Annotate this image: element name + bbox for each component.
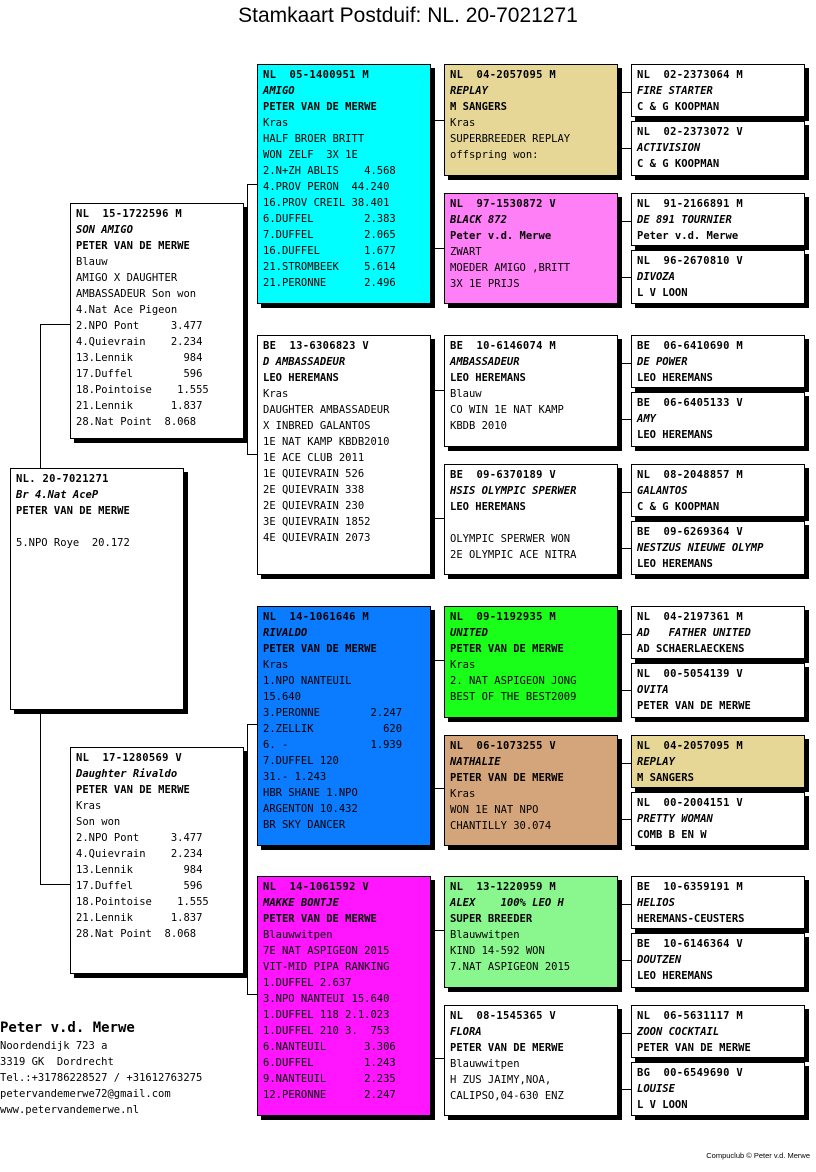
card-detail-line: 13.Lennik 984	[76, 864, 203, 876]
card-detail-line: 21.PERONNE 2.496	[263, 277, 396, 289]
connector-line	[621, 960, 631, 961]
card-detail-line: CO WIN 1E NAT KAMP	[450, 404, 564, 416]
connector-line	[247, 864, 248, 994]
pigeon-name: ZOON COCKTAIL	[637, 1026, 720, 1038]
card-detail-line: 3E QUIEVRAIN 1852	[263, 516, 371, 528]
card-detail-line: 2.ZELLIK 620	[263, 723, 403, 735]
connector-line	[621, 904, 622, 960]
card-detail-line: KBDB 2010	[450, 420, 507, 432]
pigeon-name: RIVALDO	[263, 627, 308, 639]
connector-line	[621, 492, 622, 548]
owner-name: PETER VAN DE MERWE	[450, 772, 564, 784]
owner-name: PETER VAN DE MERWE	[450, 643, 564, 655]
owner-name: PETER VAN DE MERWE	[263, 913, 377, 925]
pigeon-name: FIRE STARTER	[637, 85, 713, 97]
ring-number: BE 10-6146364 V	[637, 938, 743, 950]
breeder-city: 3319 GK Dordrecht	[0, 1056, 114, 1068]
pedigree-card	[631, 464, 805, 517]
card-detail-line: 2E OLYMPIC ACE NITRA	[450, 549, 577, 561]
owner-name: M SANGERS	[637, 772, 694, 784]
card-detail-line: 2. NAT ASPIGEON JONG	[450, 675, 577, 687]
card-detail-line: 4E QUIEVRAIN 2073	[263, 532, 371, 544]
pedigree-card	[631, 335, 805, 388]
pedigree-card	[444, 193, 618, 304]
connector-line	[247, 994, 257, 995]
pedigree-card	[631, 1005, 805, 1058]
pigeon-name: DE POWER	[637, 356, 688, 368]
connector-line	[40, 714, 41, 884]
card-detail-line: 1.DUFFEL 2.637	[263, 977, 352, 989]
connector-line	[434, 248, 444, 249]
pedigree-card	[444, 64, 618, 176]
card-detail-line	[450, 515, 612, 531]
card-detail-line: 5.NPO Roye 20.172	[16, 537, 130, 549]
card-detail-line: offspring won:	[450, 149, 539, 161]
pedigree-card	[631, 1062, 805, 1116]
pigeon-name: NESTZUS NIEUWE OLYMP	[637, 542, 764, 554]
card-detail-line: 7.NAT ASPIGEON 2015	[450, 961, 571, 973]
pedigree-card	[444, 464, 618, 575]
ring-number: NL 09-1192935 M	[450, 611, 556, 623]
card-detail-line: Blauw	[76, 256, 108, 268]
card-detail-line: ZWART	[450, 246, 482, 258]
ring-number: NL 13-1220959 M	[450, 881, 556, 893]
owner-name: L V LOON	[637, 1099, 688, 1111]
ring-number: NL 00-2004151 V	[637, 797, 743, 809]
connector-line	[434, 390, 435, 518]
ring-number: NL 04-2197361 M	[637, 611, 743, 623]
connector-line	[621, 492, 631, 493]
card-detail-line: Kras	[450, 117, 476, 129]
owner-name: SUPER BREEDER	[450, 913, 533, 925]
card-detail-line: 6.DUFFEL 1.243	[263, 1057, 396, 1069]
pedigree-card	[444, 335, 618, 447]
connector-line	[434, 930, 444, 931]
card-detail-line: 3X 1E PRIJS	[450, 278, 520, 290]
card-detail-line: CALIPSO,04-630 ENZ	[450, 1090, 564, 1102]
pigeon-name: NATHALIE	[450, 756, 501, 768]
card-detail-line: WON ZELF 3X 1E	[263, 149, 358, 161]
connector-line	[621, 634, 622, 690]
owner-name: PETER VAN DE MERWE	[450, 1042, 564, 1054]
owner-name: LEO HEREMANS	[263, 372, 339, 384]
ring-number: NL. 20-7021271	[16, 473, 109, 485]
pigeon-name: ALEX 100% LEO H	[450, 897, 564, 909]
owner-name: M SANGERS	[450, 101, 507, 113]
connector-line	[621, 763, 622, 819]
pigeon-name: SON AMIGO	[76, 224, 133, 236]
card-detail-line: Kras	[263, 388, 289, 400]
pigeon-name: UNITED	[450, 627, 488, 639]
pigeon-name: DIVOZA	[637, 271, 675, 283]
card-detail-line: 2.NPO Pont 3.477	[76, 832, 203, 844]
pigeon-name: HELIOS	[637, 897, 675, 909]
card-detail-line: 16.DUFFEL 1.677	[263, 245, 396, 257]
ring-number: NL 02-2373064 M	[637, 69, 743, 81]
connector-line	[621, 221, 631, 222]
card-detail-line: SUPERBREEDER REPLAY	[450, 133, 571, 145]
owner-name: LEO HEREMANS	[637, 558, 713, 570]
card-detail-line: 31.- 1.243	[263, 771, 327, 783]
ring-number: BE 10-6146074 M	[450, 340, 556, 352]
card-detail-line: 6.NANTEUIL 3.306	[263, 1041, 396, 1053]
connector-line	[621, 1033, 631, 1034]
ring-number: NL 97-1530872 V	[450, 198, 556, 210]
connector-line	[434, 788, 444, 789]
card-detail-line: 12.PERONNE 2.247	[263, 1089, 396, 1101]
pedigree-card	[444, 606, 618, 718]
owner-name: PETER VAN DE MERWE	[16, 505, 130, 517]
pedigree-card	[631, 121, 805, 176]
card-detail-line: 1.NPO NANTEUIL	[263, 675, 352, 687]
card-detail-line: KIND 14-592 WON	[450, 945, 545, 957]
ring-number: NL 91-2166891 M	[637, 198, 743, 210]
card-detail-line: 21.STROMBEEK 5.614	[263, 261, 396, 273]
card-detail-line: 4.PROV PERON 44.240	[263, 181, 390, 193]
owner-name: LEO HEREMANS	[637, 970, 713, 982]
ring-number: NL 14-1061592 V	[263, 881, 369, 893]
card-detail-line: 2.NPO Pont 3.477	[76, 320, 203, 332]
card-detail-line: 28.Nat Point 8.068	[76, 928, 197, 940]
ring-number: NL 04-2057095 M	[637, 740, 743, 752]
card-detail-line: 17.Duffel 596	[76, 368, 203, 380]
pedigree-card	[257, 606, 431, 846]
ring-number: NL 02-2373072 V	[637, 126, 743, 138]
connector-line	[434, 390, 444, 391]
pedigree-card	[631, 663, 805, 718]
breeder-address: Noordendijk 723 a	[0, 1040, 108, 1052]
pedigree-card	[257, 64, 431, 304]
ring-number: BE 06-6405133 V	[637, 397, 743, 409]
connector-line	[434, 930, 435, 1058]
card-detail-line: 13.Lennik 984	[76, 352, 203, 364]
pedigree-card	[631, 64, 805, 117]
card-detail-line: OLYMPIC SPERWER WON	[450, 533, 571, 545]
pigeon-name: OVITA	[637, 684, 669, 696]
connector-line	[247, 724, 257, 725]
card-detail-line: 7E NAT ASPIGEON 2015	[263, 945, 390, 957]
connector-line	[621, 419, 631, 420]
card-detail-line: 2E QUIEVRAIN 230	[263, 500, 365, 512]
card-detail-line: 21.Lennik 1.837	[76, 400, 203, 412]
connector-line	[621, 363, 622, 419]
card-detail-line: 1E ACE CLUB 2011	[263, 452, 365, 464]
connector-line	[247, 724, 248, 864]
ring-number: NL 06-5631117 M	[637, 1010, 743, 1022]
card-detail-line: Blauwwitpen	[450, 1058, 520, 1070]
breeder-website[interactable]: www.petervandemerwe.nl	[0, 1104, 140, 1116]
pedigree-card	[631, 876, 805, 929]
card-detail-line: DAUGHTER AMBASSADEUR	[263, 404, 390, 416]
ring-number: NL 96-2670810 V	[637, 255, 743, 267]
breeder-phone: Tel.:+31786228527 / +31612763275	[0, 1072, 203, 1084]
card-detail-line: AMIGO X DAUGHTER	[76, 272, 178, 284]
connector-line	[434, 1058, 444, 1059]
connector-line	[621, 634, 631, 635]
connector-line	[621, 548, 631, 549]
breeder-email[interactable]: petervandemerwe72@gmail.com	[0, 1088, 171, 1100]
card-detail-line: 4.Quievrain 2.234	[76, 336, 203, 348]
card-detail-line: Son won	[76, 816, 121, 828]
card-detail-line: AMBASSADEUR Son won	[76, 288, 197, 300]
owner-name: HEREMANS-CEUSTERS	[637, 913, 745, 925]
connector-line	[621, 148, 631, 149]
card-detail-line: 6.DUFFEL 2.383	[263, 213, 396, 225]
card-detail-line: Kras	[263, 659, 289, 671]
owner-name: COMB B EN W	[637, 829, 707, 841]
card-detail-line: Kras	[263, 117, 289, 129]
ring-number: NL 08-1545365 V	[450, 1010, 556, 1022]
connector-line	[621, 92, 622, 148]
pedigree-card	[631, 521, 805, 575]
pedigree-card	[444, 876, 618, 988]
card-detail-line: Kras	[450, 788, 476, 800]
pigeon-name: REPLAY	[450, 85, 488, 97]
card-detail-line: H ZUS JAIMY,NOA,	[450, 1074, 552, 1086]
pedigree-card	[631, 792, 805, 846]
connector-line	[434, 120, 444, 121]
card-detail-line: 18.Pointoise 1.555	[76, 896, 209, 908]
pedigree-card	[257, 335, 431, 575]
pigeon-name: FLORA	[450, 1026, 482, 1038]
ring-number: BE 09-6269364 V	[637, 526, 743, 538]
card-detail-line: ARGENTON 10.432	[263, 803, 358, 815]
ring-number: NL 14-1061646 M	[263, 611, 369, 623]
card-detail-line: 4.Quievrain 2.234	[76, 848, 203, 860]
pigeon-name: AMBASSADEUR	[450, 356, 520, 368]
card-detail-line: 18.Pointoise 1.555	[76, 384, 209, 396]
card-detail-line: 9.NANTEUIL 2.235	[263, 1073, 396, 1085]
ring-number: NL 05-1400951 M	[263, 69, 369, 81]
connector-line	[40, 324, 70, 325]
ring-number: BG 00-6549690 V	[637, 1067, 743, 1079]
connector-line	[621, 763, 631, 764]
card-detail-line: 28.Nat Point 8.068	[76, 416, 197, 428]
owner-name: PETER VAN DE MERWE	[263, 643, 377, 655]
connector-line	[621, 819, 631, 820]
card-detail-line: 4.Nat Ace Pigeon	[76, 304, 178, 316]
owner-name: C & G KOOPMAN	[637, 158, 720, 170]
pigeon-name: REPLAY	[637, 756, 675, 768]
ring-number: BE 13-6306823 V	[263, 340, 369, 352]
pedigree-card	[631, 735, 805, 788]
pigeon-name: GALANTOS	[637, 485, 688, 497]
card-detail-line: X INBRED GALANTOS	[263, 420, 371, 432]
pigeon-name: AMY	[637, 413, 656, 425]
owner-name: PETER VAN DE MERWE	[76, 240, 190, 252]
card-detail-line: HBR SHANE 1.NPO	[263, 787, 358, 799]
connector-line	[40, 324, 41, 469]
pedigree-card	[70, 747, 244, 974]
ring-number: NL 04-2057095 M	[450, 69, 556, 81]
connector-line	[40, 884, 70, 885]
owner-name: AD SCHAERLAECKENS	[637, 643, 745, 655]
pedigree-card	[631, 933, 805, 988]
owner-name: PETER VAN DE MERWE	[263, 101, 377, 113]
owner-name: L V LOON	[637, 287, 688, 299]
card-detail-line: 7.DUFFEL 120	[263, 755, 339, 767]
pedigree-card	[444, 1005, 618, 1116]
card-detail-line: 15.640	[263, 691, 301, 703]
pedigree-card	[631, 606, 805, 659]
pedigree-card	[631, 193, 805, 246]
card-detail-line: 1.DUFFEL 118 2.1.023	[263, 1009, 390, 1021]
card-detail-line: 2E QUIEVRAIN 338	[263, 484, 365, 496]
card-detail-line: CHANTILLY 30.074	[450, 820, 552, 832]
owner-name: LEO HEREMANS	[450, 501, 526, 513]
pigeon-name: D AMBASSADEUR	[263, 356, 346, 368]
pedigree-card	[444, 735, 618, 846]
connector-line	[621, 690, 631, 691]
pigeon-name: Br 4.Nat AceP	[16, 489, 99, 501]
card-detail-line: Blauwwitpen	[450, 929, 520, 941]
owner-name: LEO HEREMANS	[450, 372, 526, 384]
connector-line	[247, 324, 248, 454]
card-detail-line: 16.PROV CREIL 38.401	[263, 197, 390, 209]
breeder-name: Peter v.d. Merwe	[0, 1020, 135, 1036]
card-detail-line	[16, 519, 178, 535]
pigeon-name: AD FATHER UNITED	[637, 627, 751, 639]
card-detail-line: 1E QUIEVRAIN 526	[263, 468, 365, 480]
owner-name: PETER VAN DE MERWE	[637, 700, 751, 712]
ring-number: NL 00-5054139 V	[637, 668, 743, 680]
pedigree-card	[70, 203, 244, 439]
pigeon-name: HSIS OLYMPIC SPERWER	[450, 485, 577, 497]
connector-line	[434, 660, 444, 661]
connector-line	[247, 454, 257, 455]
ring-number: NL 15-1722596 M	[76, 208, 182, 220]
card-detail-line: Blauwwitpen	[263, 929, 333, 941]
connector-line	[621, 363, 631, 364]
ring-number: BE 09-6370189 V	[450, 469, 556, 481]
ring-number: NL 08-2048857 M	[637, 469, 743, 481]
pigeon-name: BLACK 872	[450, 214, 507, 226]
card-detail-line: 21.Lennik 1.837	[76, 912, 203, 924]
card-detail-line: MOEDER AMIGO ,BRITT	[450, 262, 571, 274]
pigeon-name: DOUTZEN	[637, 954, 682, 966]
card-detail-line: WON 1E NAT NPO	[450, 804, 539, 816]
ring-number: NL 17-1280569 V	[76, 752, 182, 764]
owner-name: C & G KOOPMAN	[637, 501, 720, 513]
card-detail-line: Kras	[450, 659, 476, 671]
card-detail-line: Kras	[76, 800, 102, 812]
owner-name: PETER VAN DE MERWE	[637, 1042, 751, 1054]
card-detail-line: HALF BROER BRITT	[263, 133, 365, 145]
card-detail-line: BEST OF THE BEST2009	[450, 691, 577, 703]
pigeon-name: MAKKE BONTJE	[263, 897, 339, 909]
owner-name: PETER VAN DE MERWE	[76, 784, 190, 796]
card-detail-line: 6. - 1.939	[263, 739, 403, 751]
card-detail-line: 3.PERONNE 2.247	[263, 707, 403, 719]
pedigree-card	[631, 392, 805, 447]
pedigree-card	[10, 468, 184, 710]
card-detail-line: 3.NPO NANTEUI 15.640	[263, 993, 390, 1005]
connector-line	[621, 221, 622, 277]
ring-number: NL 06-1073255 V	[450, 740, 556, 752]
owner-name: LEO HEREMANS	[637, 429, 713, 441]
pedigree-card	[631, 250, 805, 304]
page-title: Stamkaart Postduif: NL. 20-7021271	[238, 4, 578, 27]
ring-number: BE 06-6410690 M	[637, 340, 743, 352]
owner-name: Peter v.d. Merwe	[450, 230, 552, 242]
pigeon-name: LOUISE	[637, 1083, 675, 1095]
card-detail-line: 7.DUFFEL 2.065	[263, 229, 396, 241]
pigeon-name: ACTIVISION	[637, 142, 701, 154]
connector-line	[434, 660, 435, 788]
connector-line	[621, 1089, 631, 1090]
connector-line	[621, 904, 631, 905]
card-detail-line: 1.DUFFEL 210 3. 753	[263, 1025, 390, 1037]
owner-name: C & G KOOPMAN	[637, 101, 720, 113]
card-detail-line: BR SKY DANCER	[263, 819, 346, 831]
pigeon-name: Daughter Rivaldo	[76, 768, 178, 780]
connector-line	[434, 518, 444, 519]
connector-line	[247, 184, 257, 185]
card-detail-line: 17.Duffel 596	[76, 880, 203, 892]
connector-line	[621, 1033, 622, 1089]
pigeon-name: AMIGO	[263, 85, 295, 97]
pigeon-name: PRETTY WOMAN	[637, 813, 713, 825]
pigeon-name: DE 891 TOURNIER	[637, 214, 732, 226]
connector-line	[434, 120, 435, 248]
breeder-contact	[0, 1018, 202, 1118]
owner-name: LEO HEREMANS	[637, 372, 713, 384]
connector-line	[621, 277, 631, 278]
card-detail-line: 1E NAT KAMP KBDB2010	[263, 436, 390, 448]
owner-name: Peter v.d. Merwe	[637, 230, 739, 242]
card-detail-line: 2.N+ZH ABLIS 4.568	[263, 165, 396, 177]
connector-line	[621, 92, 631, 93]
footer-credit: Compuclub © Peter v.d. Merwe	[706, 1151, 810, 1160]
connector-line	[247, 184, 248, 324]
pedigree-card	[257, 876, 431, 1116]
card-detail-line: Blauw	[450, 388, 482, 400]
ring-number: BE 10-6359191 M	[637, 881, 743, 893]
card-detail-line: VIT-MID PIPA RANKING	[263, 961, 390, 973]
